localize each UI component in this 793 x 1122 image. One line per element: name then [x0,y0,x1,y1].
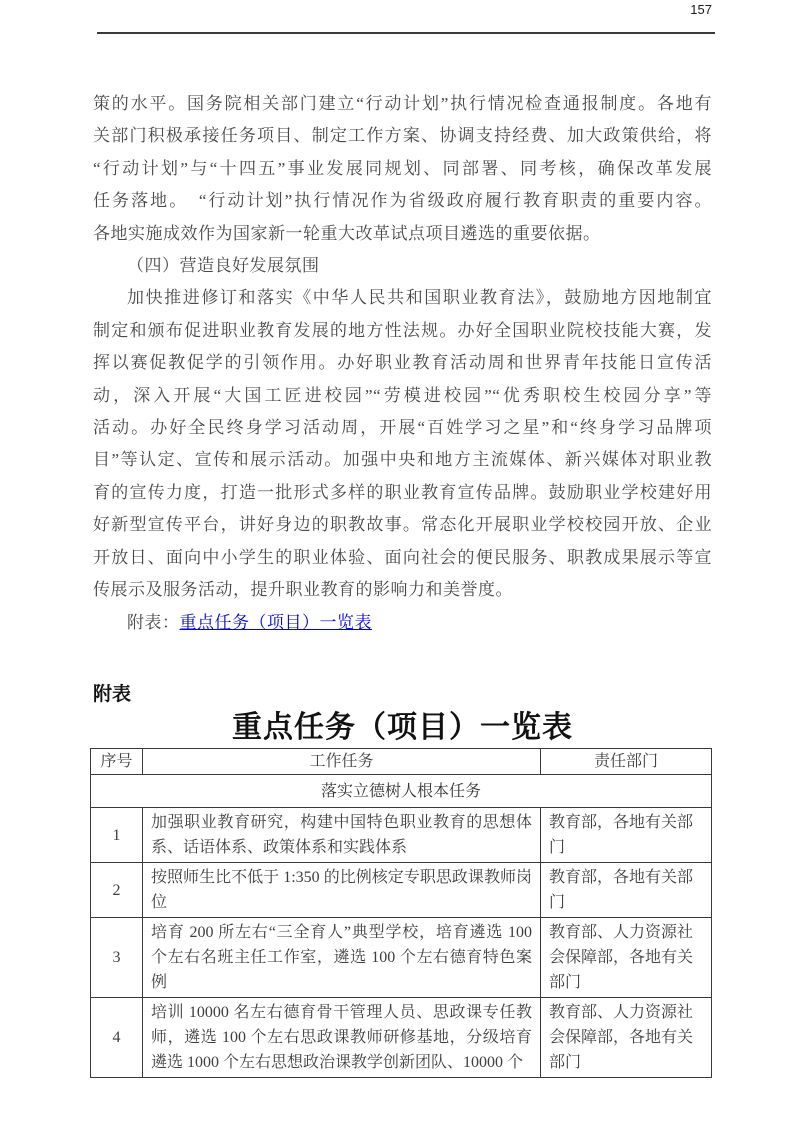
column-header-task: 工作任务 [143,749,541,775]
body-line: 育的宣传力度，打造一批形式多样的职业教育宣传品牌。鼓励职业学校建好用 [93,482,712,502]
row-task-cell: 培训 10000 名左右德育骨干管理人员、思政课专任教师，遴选 100 个左右思政课教师研修基地，分级培育遴选 1000 个左右思想政治课教学创新团队、10000 个 [143,998,541,1078]
body-line: 制定和颁布促进职业教育发展的地方性法规。办好全国职业院校技能大赛，发 [93,320,712,340]
body-line: 动，深入开展“大国工匠进校园”“劳模进校园”“优秀职校生校园分享”等 [93,385,712,405]
column-header-index: 序号 [91,749,143,775]
appendix-label: 附表 [93,684,132,705]
body-line: 各地实施成效作为国家新一轮重大改革试点项目遴选的重要依据。 [93,223,601,243]
body-text-block [93,88,712,639]
attachment-table-link[interactable]: 重点任务（项目）一览表 [179,612,372,632]
table-section-row [91,775,712,808]
row-dept-cell: 教育部、人力资源社会保障部，各地有关部门 [541,918,712,998]
body-line: 关部门积极承接任务项目、制定工作方案、协调支持经费、加大政策供给，将 [93,126,712,146]
body-line: 策的水平。国务院相关部门建立“行动计划”执行情况检查通报制度。各地有 [93,94,712,113]
table-row [91,998,712,1078]
attachment-prefix: 附表： [127,612,180,632]
page-number: 157 [690,2,712,17]
table-row [91,808,712,863]
row-number-cell: 4 [91,998,143,1078]
body-line: 加快推进修订和落实《中华人民共和国职业教育法》，鼓励地方因地制宜 [127,288,712,308]
table-row [91,918,712,998]
header-rule [97,32,715,34]
body-line: 目”等认定、宣传和展示活动。加强中央和地方主流媒体、新兴媒体对职业教 [93,450,712,470]
body-line: 传展示及服务活动，提升职业教育的影响力和美誉度。 [93,580,513,600]
body-line: 挥以赛促教促学的引领作用。办好职业教育活动周和世界青年技能日宣传活 [93,353,712,373]
row-dept-cell: 教育部、人力资源社会保障部，各地有关部门 [541,998,712,1078]
section-header-cell: 落实立德树人根本任务 [91,775,712,808]
body-line: 活动。办好全民终身学习活动周，开展“百姓学习之星”和“终身学习品牌项 [93,418,712,438]
body-line: 开放日、面向中小学生的职业体验、面向社会的便民服务、职教成果展示等宣 [93,547,712,567]
row-task-cell: 按照师生比不低于 1:350 的比例核定专职思政课教师岗位 [143,863,541,918]
body-line-section-heading: （四）营造良好发展氛围 [127,256,320,276]
row-number-cell: 2 [91,863,143,918]
body-line: 任务落地。 “行动计划”执行情况作为省级政府履行教育职责的重要内容。 [93,191,712,211]
table-row [91,863,712,918]
row-number-cell: 1 [91,808,143,863]
key-tasks-table [90,748,712,1078]
row-number-cell: 3 [91,918,143,998]
body-line: “行动计划”与“十四五”事业发展同规划、同部署、同考核，确保改革发展 [93,158,712,178]
row-dept-cell: 教育部，各地有关部门 [541,808,712,863]
body-line: 好新型宣传平台，讲好身边的职教故事。常态化开展职业学校校园开放、企业 [93,515,712,535]
row-task-cell: 加强职业教育研究，构建中国特色职业教育的思想体系、话语体系、政策体系和实践体系 [143,808,541,863]
attachment-line [93,607,712,639]
table-title: 重点任务（项目）一览表 [232,711,573,744]
row-task-cell: 培育 200 所左右“三全育人”典型学校，培育遴选 100 个左右名班主任工作室，遴选 100 个左右德育特色案例 [143,918,541,998]
table-header-row [91,749,712,775]
row-dept-cell: 教育部，各地有关部门 [541,863,712,918]
column-header-dept: 责任部门 [541,749,712,775]
